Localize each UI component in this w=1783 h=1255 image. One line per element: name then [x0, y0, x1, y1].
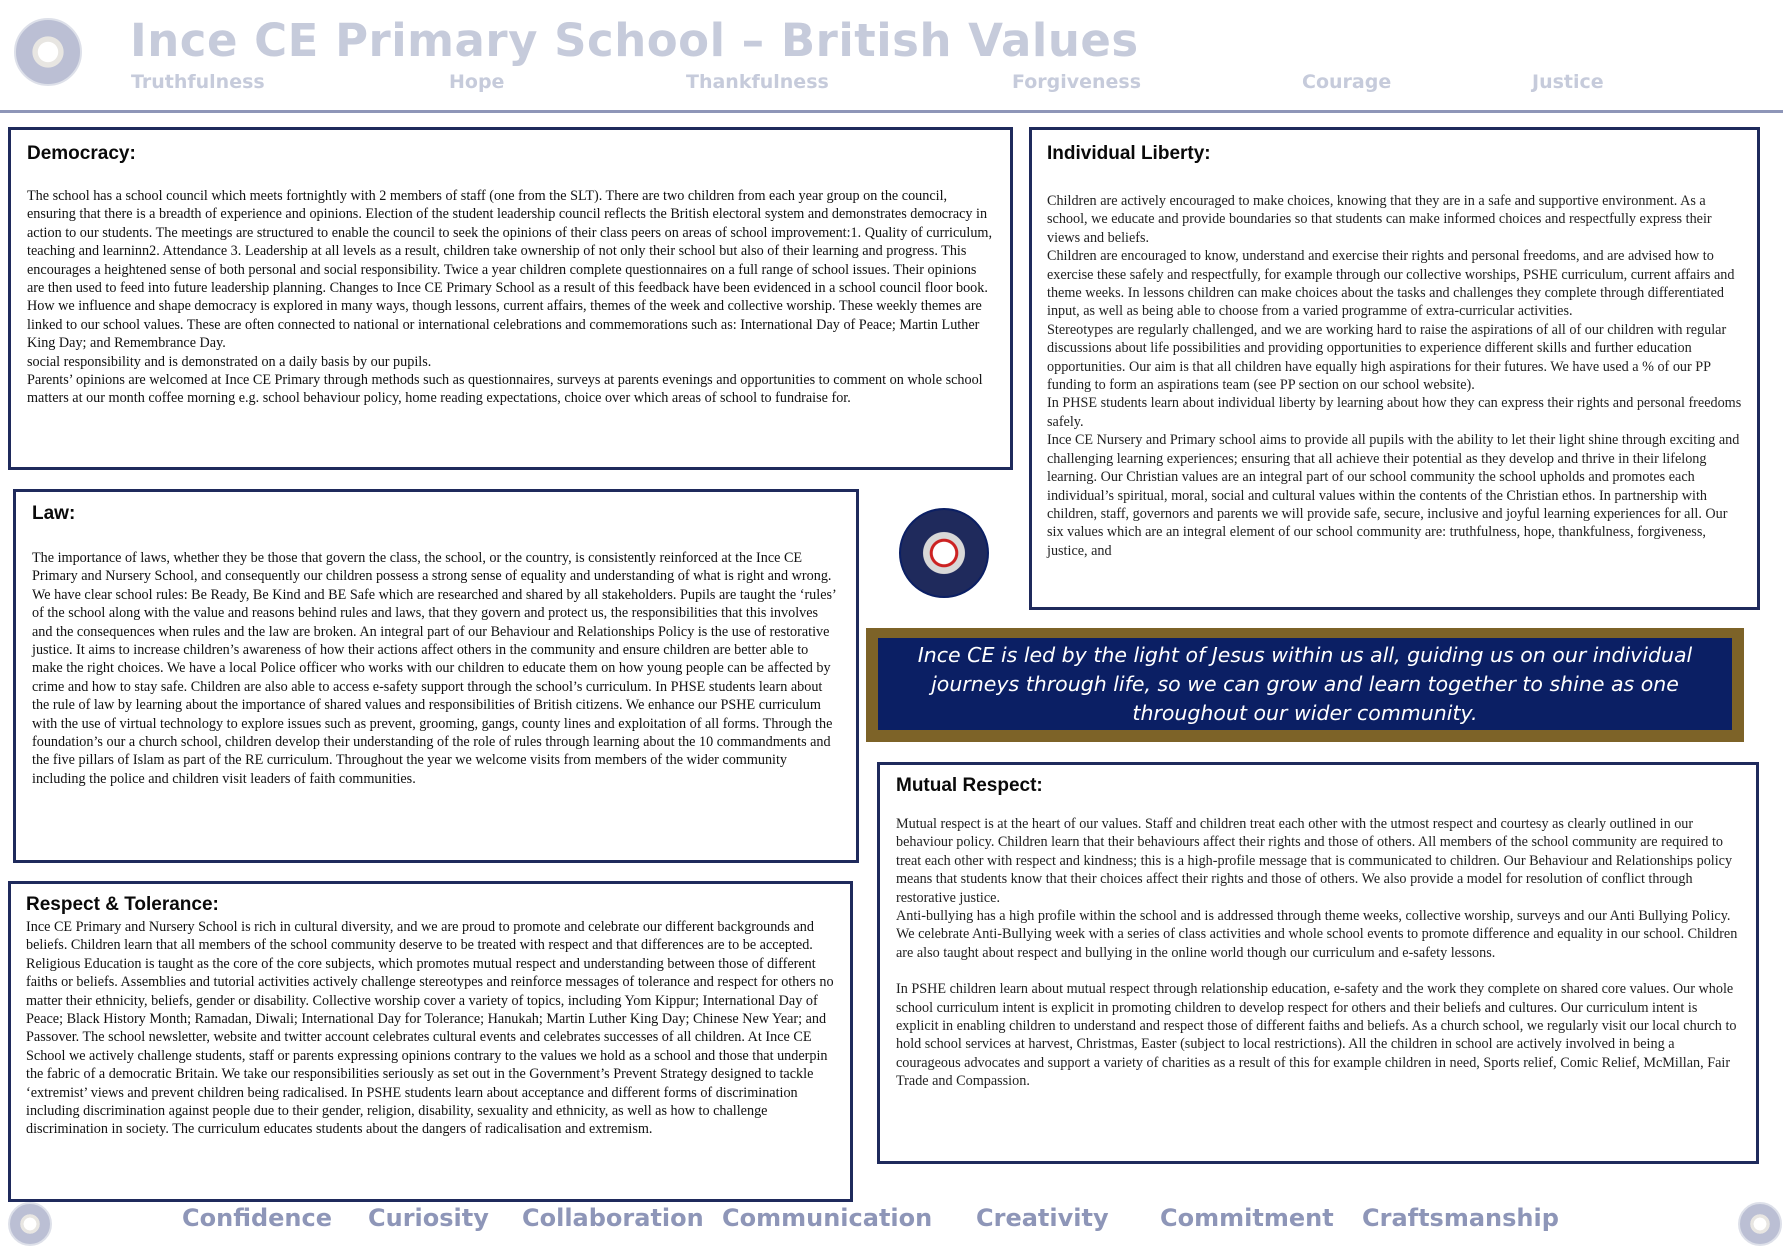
mutual-respect-paragraph: Mutual respect is at the heart of our values. Staff and children treat each other with the utmost respect and courtesy as clearly outlined in our behaviour policy. Children learn that their behaviours affect their rights and those of others. All members of the school community are required to treat each other with respect and kindness; this is a high-profile message that is communicated to children. Our Behaviour and Relationships policy means that students know that their choices affect their rights and those of others. We also provide a model for resolution of conflict through restorative justice.	[896, 816, 1733, 906]
vision-banner	[866, 628, 1744, 742]
respect-tolerance-body	[26, 918, 835, 1139]
liberty-paragraph: Ince CE Nursery and Primary school aims to provide all pupils with the ability to let their light shine through exciting and challenging learning experiences; ensuring that all achieve their potential as they develop and thrive in their lifelong learning. Our Christian values are an integral part of our school community the school upholds and promotes each individual’s spiritual, moral, social and cultural values within the contents of the Christian ethos. In partnership with children, staff, governors and parents we will provide safe, secure, inclusive and joyful learning experiences for all. Our six values which are an integral element of our school community are: truthfulness, hope, thankfulness, forgiveness, justice, and	[1047, 432, 1740, 559]
individual-liberty-body	[1047, 192, 1742, 560]
individual-liberty-title: Individual Liberty:	[1047, 143, 1211, 164]
value-creativity: Creativity	[976, 1204, 1109, 1232]
law-title: Law:	[32, 503, 76, 524]
respect-tolerance-panel	[8, 881, 853, 1202]
header-divider	[0, 110, 1783, 113]
democracy-title: Democracy:	[27, 143, 136, 164]
democracy-paragraph: Parents’ opinions are welcomed at Ince CE Primary through methods such as questionnaires, surveys at parents evenings and opportunities to comment on whole school matters at our month coffee morning e.g. school behaviour policy, home reading expectations, choice over which areas of school to fundraise for.	[27, 372, 983, 407]
school-crest-icon	[1738, 1202, 1782, 1246]
democracy-paragraph: The school has a school council which meets fortnightly with 2 members of staff (one from the SLT). There are two children from each year group on the council, ensuring that there is a breadth of experience and opinions. Election of the student leadership council reflects the British electoral system and demonstrates democracy in action to our students. The meetings are structured to enable the council to seek the opinions of their class peers on areas of school improvement:1. Quality of curriculum, teaching and learninn2. Attendance 3. Leadership at all levels as a result, children take ownership of not only their school but also of their learning and progress. This encourages a heightened sense of both personal and social responsibility. Twice a year children complete questionnaires on a full range of school issues. Their opinions are then used to feed into future leadership planning. Changes to Ince CE Primary School as a result of this feedback have been evidenced in a school council floor book.	[27, 188, 993, 297]
individual-liberty-panel	[1029, 127, 1760, 610]
democracy-body	[27, 187, 995, 408]
value-collaboration: Collaboration	[522, 1204, 704, 1232]
value-communication: Communication	[722, 1204, 933, 1232]
mutual-respect-panel	[877, 762, 1759, 1164]
value-curiosity: Curiosity	[368, 1204, 489, 1232]
page-title: Ince CE Primary School – British Values	[130, 14, 1139, 67]
respect-tolerance-paragraph: Ince CE Primary and Nursery School is rich in cultural diversity, and we are proud to promote and celebrate our different backgrounds and beliefs. Children learn that all members of the school community deserve to be treated with respect and that differences are to be accepted. Religious Education is taught as the core of the core subjects, which promotes mutual respect and understanding between those of different faiths or beliefs. Assemblies and tutorial activities actively challenge stereotypes and reinforce messages of tolerance and respect for others no matter their ethnicity, beliefs, gender or disability. Collective worship cover a variety of topics, including Yom Kippur; International Day of Peace; Black History Month; Ramadan, Diwali; International Day for Tolerance; Hanukah; Martin Luther King Day; Chinese New Year; and Passover. The school newsletter, website and twitter account celebrates cultural events and celebrates successes of all children. At Ince CE School we actively challenge students, staff or parents expressing opinions contrary to the values we hold as a school and those that underpin the fabric of a democratic Britain. We take our responsibilities seriously as set out in the Government’s Prevent Strategy designed to tackle ‘extremist’ views and prevent children being radicalised. In PSHE students learn about acceptance and different forms of discrimination including discrimination against people due to their gender, religion, disability, sexuality and ethnicity, as well as how to challenge discrimination in society. The curriculum educates students about the dangers of radicalisation and extremism.	[26, 919, 834, 1138]
mutual-respect-paragraph	[896, 962, 1741, 980]
liberty-paragraph: Children are actively encouraged to make choices, knowing that they are in a safe and supportive environment. As a school, we educate and provide boundaries so that students can make informed choices and respectfully express their views and beliefs.	[1047, 193, 1712, 246]
value-forgiveness: Forgiveness	[1012, 71, 1142, 93]
school-crest-icon	[14, 18, 82, 86]
value-justice: Justice	[1532, 71, 1604, 93]
value-commitment: Commitment	[1160, 1204, 1334, 1232]
school-crest-icon	[899, 508, 989, 598]
vision-statement: Ince CE is led by the light of Jesus within us all, guiding us on our individual journeys through life, so we can grow and learn together to shine as one throughout our wider community.	[878, 638, 1732, 730]
value-courage: Courage	[1302, 71, 1392, 93]
law-paragraph: The importance of laws, whether they be those that govern the class, the school, or the country, is consistently reinforced at the Ince CE Primary and Nursery School, and consequently our children possess a strong sense of equality and understanding of what is right and wrong. We have clear school rules: Be Ready, Be Kind and BE Safe which are researched and shared by all stakeholders. Pupils are taught the ‘rules’ of the school along with the value and reasons behind rules and laws, that they govern and protect us, the responsibilities that this involves and the consequences when rules and the law are broken. An integral part of our Behaviour and Relationships Policy is the use of restorative justice. It aims to increase children’s awareness of how their actions affect others in the community and ensure children are better able to make the right choices. We have a local Police officer who works with our children to educate them on how young people can be affected by crime and how to stay safe. Children are also able to access e-safety support through the school’s curriculum. In PHSE students learn about the rule of law by learning about the importance of shared values and responsibilities of British citizens. We enhance our PSHE curriculum with the use of virtual technology to explore issues such as prevent, grooming, gangs, county lines and exploitation of all forms. Through the foundation’s our a church school, children develop their understanding of the role of rules through learning about the 10 commandments and the five pillars of Islam as part of the RE curriculum. Throughout the year we welcome visits from members of the wider community including the police and children visit leaders of faith communities.	[32, 550, 836, 787]
value-thankfulness: Thankfulness	[686, 71, 829, 93]
value-craftsmanship: Craftsmanship	[1362, 1204, 1559, 1232]
mutual-respect-paragraph: Anti-bullying has a high profile within the school and is addressed through theme weeks, collective worship, surveys and our Anti Bullying Policy. We celebrate Anti-Bullying week with a series of class activities and whole school events to promote difference and equality in our school. Children are also taught about respect and bullying in the online world though our curriculum and e-safety lessons.	[896, 908, 1738, 961]
liberty-paragraph: In PHSE students learn about individual liberty by learning about how they can express their rights and personal freedoms safely.	[1047, 395, 1742, 430]
mutual-respect-body	[896, 815, 1741, 1091]
mutual-respect-paragraph: In PSHE children learn about mutual respect through relationship education, e-safety and the work they complete on shared core values. Our whole school curriculum intent is explicit in promoting children to develop respect for others and their beliefs and cultures. Our curriculum intent is explicit in enabling children to understand and respect those of different faiths and beliefs. As a church school, we regularly visit our local church to hold school services at harvest, Christmas, Easter (subject to local restrictions). All the children in school are actively involved in being a courageous advocates and support a variety of charities as a result of this for example children in need, Sports relief, Comic Relief, McMillan, Fair Trade and Compassion.	[896, 981, 1737, 1090]
value-hope: Hope	[449, 71, 505, 93]
liberty-paragraph: Children are encouraged to know, understand and exercise their rights and personal freedoms, and are advised how to exercise these safely and respectfully, for example through our collective worships, PSHE curriculum, current affairs and theme weeks. In lessons children can make choices about the tasks and challenges they complete through differentiated input, as well as being able to choose from a varied programme of extra-curricular activities.	[1047, 248, 1735, 320]
democracy-panel	[8, 127, 1013, 470]
democracy-paragraph: social responsibility and is demonstrated on a daily basis by our pupils.	[27, 353, 432, 370]
liberty-paragraph: Stereotypes are regularly challenged, and we are working hard to raise the aspirations of all of our children with regular discussions about life possibilities and providing opportunities to experience different skills and further education opportunities. Our aim is that all children have equally high aspirations for their futures. We have used a % of our PP funding to form an aspirations team (see PP section on our school website).	[1047, 321, 1727, 394]
democracy-paragraph: How we influence and shape democracy is explored in many ways, though lessons, current affairs, themes of the week and collective worship. These weekly themes are linked to our school values. These are often connected to national or international celebrations and commemorations such as: International Day of Peace; Martin Luther King Day; and Remembrance Day.	[27, 298, 982, 352]
respect-tolerance-title: Respect & Tolerance:	[26, 894, 219, 915]
value-confidence: Confidence	[182, 1204, 333, 1232]
law-body	[32, 549, 842, 788]
value-truthfulness: Truthfulness	[131, 71, 265, 93]
mutual-respect-title: Mutual Respect:	[896, 775, 1043, 796]
school-crest-icon	[8, 1202, 52, 1246]
law-panel	[13, 489, 859, 863]
